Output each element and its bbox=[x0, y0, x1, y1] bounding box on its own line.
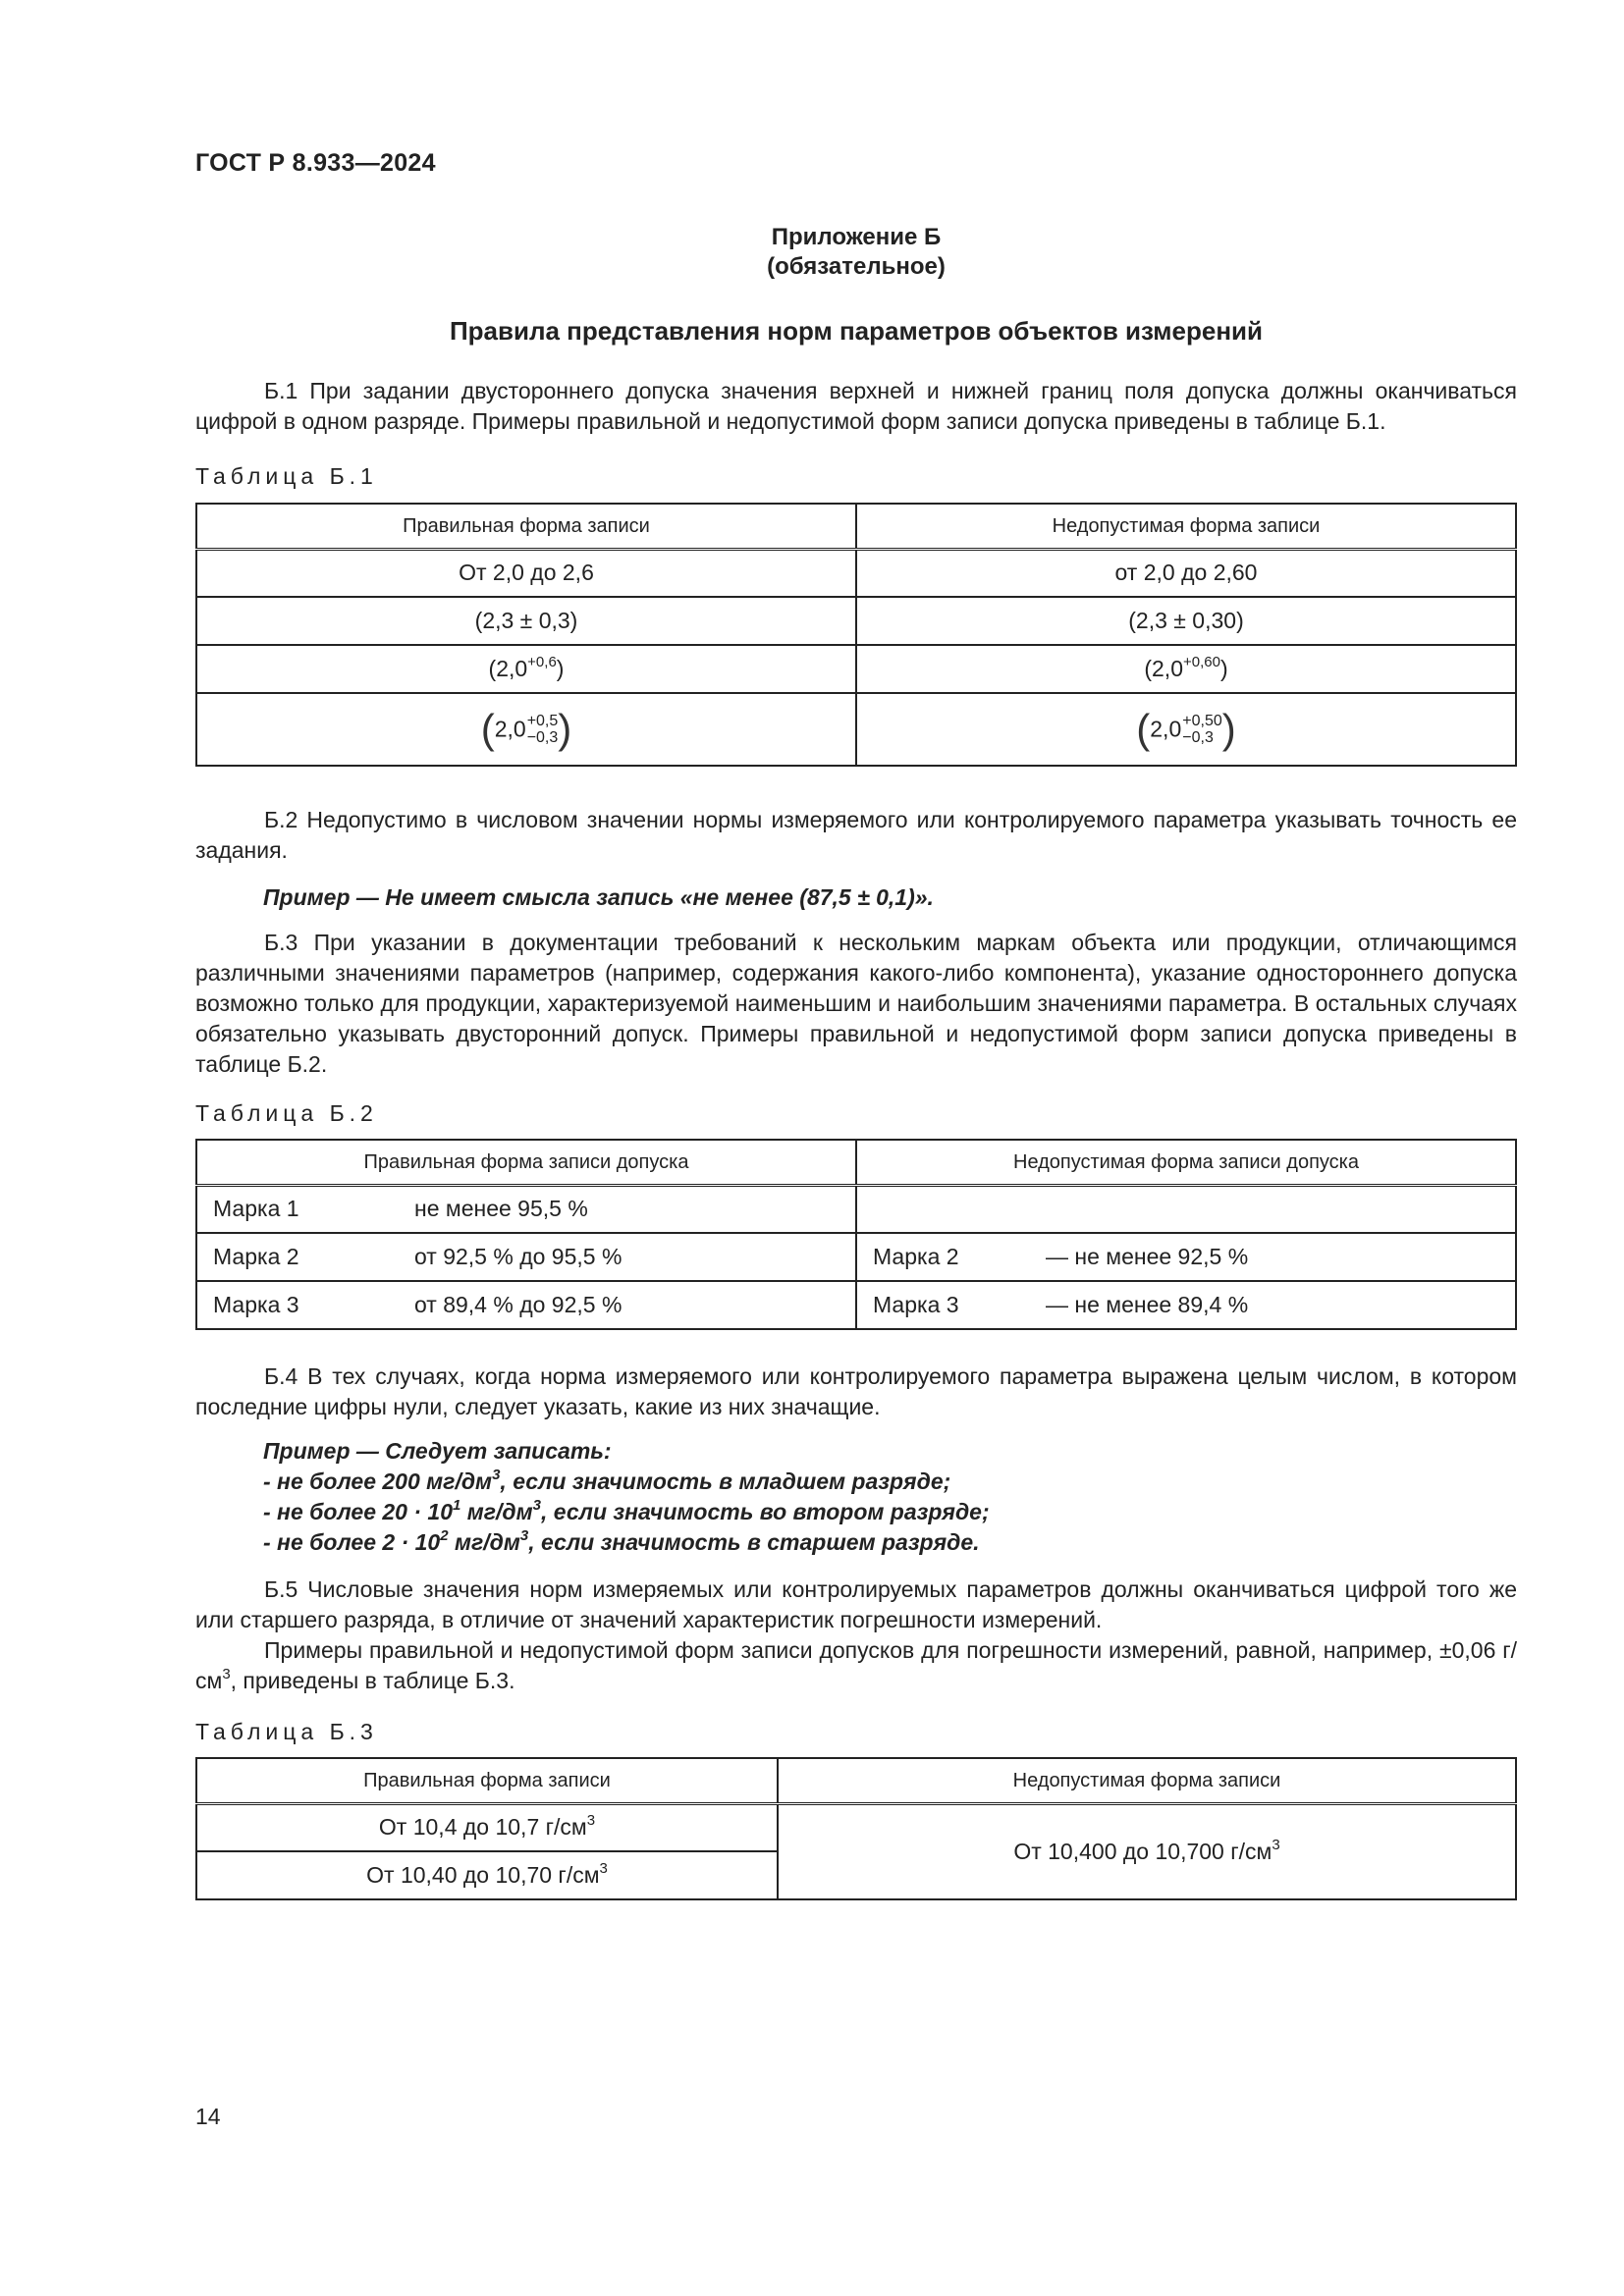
table-b3 bbox=[195, 1757, 1517, 1900]
table-cell: (2,3 ± 0,30) bbox=[856, 597, 1516, 645]
table-b3-header-correct: Правильная форма записи bbox=[196, 1758, 778, 1804]
appendix-title: Правила представления норм параметров объектов измерений bbox=[449, 316, 1264, 346]
table-cell: (2,3 ± 0,3) bbox=[196, 597, 856, 645]
table-cell: (2,0 +0,5 −0,3 ) bbox=[196, 693, 856, 766]
appendix-name: Приложение Б bbox=[771, 224, 942, 250]
table-cell: Марка 3 от 89,4 % до 92,5 % bbox=[196, 1281, 856, 1329]
table-b3-header-wrong: Недопустимая форма записи bbox=[778, 1758, 1516, 1804]
standard-designation: ГОСТ Р 8.933—2024 bbox=[195, 149, 436, 177]
table-b2-caption: Таблица Б.2 bbox=[195, 1100, 378, 1126]
table-cell: От 10,400 до 10,700 $г/см^3$ bbox=[778, 1804, 1516, 1899]
table-b3-caption: Таблица Б.3 bbox=[195, 1719, 378, 1744]
table-row bbox=[196, 693, 1516, 766]
table-row bbox=[196, 1186, 1516, 1233]
table-cell: от 2,0 до 2,60 bbox=[856, 550, 1516, 597]
page-number: 14 bbox=[195, 2104, 221, 2129]
table-cell: $(2,0^{+0,6})$ bbox=[196, 645, 856, 693]
table-cell: Марка 2 — не менее 92,5 % bbox=[856, 1233, 1516, 1281]
table-b2-header-wrong: Недопустимая форма записи допуска bbox=[856, 1140, 1516, 1186]
paragraph-b1: Б.1 При задании двустороннего допуска значения верхней и нижней границ поля допуска должны оканчиваться цифрой в одном разряде. Примеры правильной и недопустимой форм записи допуска приведены в таблице Б.1. bbox=[195, 378, 1517, 434]
table-b1-caption: Таблица Б.1 bbox=[195, 463, 378, 489]
table-cell bbox=[856, 1186, 1516, 1233]
table-cell: От 10,40 до 10,70 $г/см^3$ bbox=[196, 1851, 778, 1899]
table-cell: От 10,4 до 10,7 $г/см^3$ bbox=[196, 1804, 778, 1851]
table-cell: Марка 2 от 92,5 % до 95,5 % bbox=[196, 1233, 856, 1281]
table-b1-header-correct: Правильная форма записи bbox=[196, 504, 856, 550]
table-b1-header-wrong: Недопустимая форма записи bbox=[856, 504, 1516, 550]
table-row bbox=[196, 1804, 1516, 1851]
table-row bbox=[196, 1281, 1516, 1329]
appendix-type: (обязательное) bbox=[767, 253, 946, 280]
table-row bbox=[196, 645, 1516, 693]
paragraph-b3: Б.3 При указании в документации требований к нескольким маркам объекта или продукции, отличающимся различными значениями параметров (например, содержания какого-либо компонента), указание одностороннего допуска возможно только для продукции, характеризуемой наименьшим и наибольшим значениями параметра. В остальных случаях обязательно указывать двусторонний допуск. Примеры правильной и недопустимой форм записи допуска приведены в таблице Б.2. bbox=[195, 930, 1517, 1077]
example-b4: Пример — Следует записать: - не более 200 $мг/дм^3$, если значимость в младшем разряде; - не более $20 \cdot 10^1$ $мг/дм^3$, если значимость во втором разряде; - не более $2 \cdot 10^2$ $мг/дм^3$, если значимость в старшем разряде. bbox=[263, 1438, 990, 1555]
table-cell: От 2,0 до 2,6 bbox=[196, 550, 856, 597]
table-b2 bbox=[195, 1139, 1517, 1330]
paragraph-b2: Б.2 Недопустимо в числовом значении нормы измеряемого или контролируемого параметра указывать точность ее задания. bbox=[195, 807, 1517, 863]
table-row bbox=[196, 1233, 1516, 1281]
table-cell: (2,0 +0,50 −0,3 ) bbox=[856, 693, 1516, 766]
table-cell: $(2,0^{+0,60})$ bbox=[856, 645, 1516, 693]
table-cell: Марка 3 — не менее 89,4 % bbox=[856, 1281, 1516, 1329]
table-row bbox=[196, 550, 1516, 597]
paragraph-b5-continued: Примеры правильной и недопустимой форм записи допусков для погрешности измерений, равной, например, ±0,06 $г/см^3$, приведены в таблице Б.3. bbox=[195, 1637, 1517, 1693]
table-b2-header-correct: Правильная форма записи допуска bbox=[196, 1140, 856, 1186]
table-b1 bbox=[195, 503, 1517, 767]
table-cell: Марка 1 не менее 95,5 % bbox=[196, 1186, 856, 1233]
paragraph-b5: Б.5 Числовые значения норм измеряемых или контролируемых параметров должны оканчиваться цифрой того же или старшего разряда, в отличие от значений характеристик погрешности измерений. bbox=[195, 1576, 1517, 1632]
example-b2: Пример — Не имеет смысла запись «не менее (87,5 ± 0,1)». bbox=[263, 884, 934, 910]
table-row bbox=[196, 597, 1516, 645]
paragraph-b4: Б.4 В тех случаях, когда норма измеряемого или контролируемого параметра выражена целым числом, в котором последние цифры нули, следует указать, какие из них значащие. bbox=[195, 1363, 1517, 1419]
